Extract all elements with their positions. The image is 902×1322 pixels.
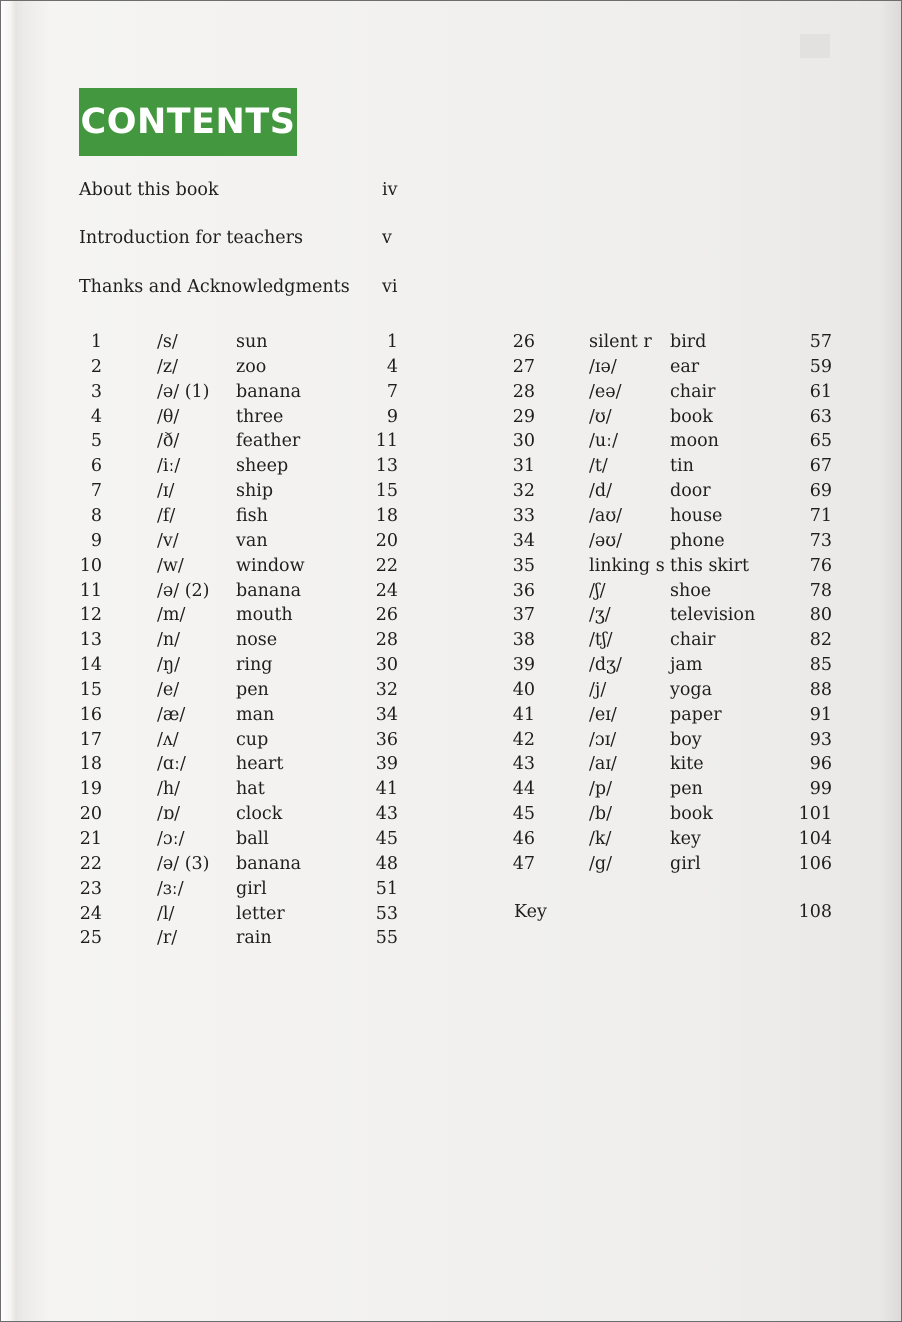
unit-phoneme: /aʊ/	[589, 506, 623, 526]
unit-example-word: bird	[670, 332, 707, 352]
prelim-title: Thanks and Acknowledgments	[79, 277, 350, 297]
unit-number: 21	[79, 829, 102, 849]
contents-heading: CONTENTS	[79, 88, 297, 156]
unit-example-word: moon	[670, 431, 719, 451]
unit-number: 11	[79, 581, 102, 601]
unit-page-number: 104	[798, 829, 832, 849]
prelim-page-number: v	[382, 228, 392, 248]
unit-number: 9	[90, 531, 102, 551]
unit-page-number: 67	[809, 456, 832, 476]
unit-example-word: television	[670, 605, 756, 625]
key-label: Key	[514, 902, 547, 922]
unit-number: 4	[90, 407, 102, 427]
unit-page-number: 39	[375, 754, 398, 774]
unit-phoneme: /uː/	[589, 431, 618, 451]
unit-example-word: heart	[236, 754, 284, 774]
unit-page-number: 30	[375, 655, 398, 675]
unit-page-number: 61	[809, 382, 832, 402]
unit-example-word: book	[670, 804, 713, 824]
unit-page-number: 26	[375, 605, 398, 625]
prelim-page-number: iv	[382, 180, 398, 200]
unit-phoneme: /iː/	[157, 456, 181, 476]
unit-page-number: 15	[375, 481, 398, 501]
unit-number: 41	[512, 705, 535, 725]
unit-page-number: 59	[809, 357, 832, 377]
unit-page-number: 91	[809, 705, 832, 725]
unit-number: 25	[79, 928, 102, 948]
unit-phoneme: /ə/ (2)	[157, 581, 210, 601]
unit-phoneme: /w/	[157, 556, 184, 576]
unit-example-word: boy	[670, 730, 702, 750]
unit-phoneme: /aɪ/	[589, 754, 617, 774]
unit-number: 30	[512, 431, 535, 451]
unit-example-word: ship	[236, 481, 274, 501]
unit-phoneme: /e/	[157, 680, 180, 700]
unit-phoneme: /z/	[157, 357, 179, 377]
unit-phoneme: /ɪ/	[157, 481, 175, 501]
unit-page-number: 34	[375, 705, 398, 725]
unit-phoneme: /h/	[157, 779, 181, 799]
unit-page-number: 82	[809, 630, 832, 650]
unit-page-number: 36	[375, 730, 398, 750]
unit-number: 40	[512, 680, 535, 700]
unit-number: 35	[512, 556, 535, 576]
unit-example-word: chair	[670, 382, 716, 402]
unit-page-number: 41	[375, 779, 398, 799]
unit-example-word: mouth	[236, 605, 293, 625]
unit-page-number: 28	[375, 630, 398, 650]
unit-phoneme: /r/	[157, 928, 178, 948]
unit-example-word: book	[670, 407, 713, 427]
unit-page-number: 1	[386, 332, 398, 352]
unit-page-number: 55	[375, 928, 398, 948]
unit-phoneme: /j/	[589, 680, 607, 700]
unit-example-word: banana	[236, 581, 302, 601]
unit-phoneme: /tʃ/	[589, 630, 613, 650]
unit-example-word: man	[236, 705, 275, 725]
unit-number: 8	[90, 506, 102, 526]
unit-number: 17	[79, 730, 102, 750]
unit-phoneme: /t/	[589, 456, 608, 476]
prelim-title: About this book	[79, 180, 219, 200]
unit-number: 12	[79, 605, 102, 625]
unit-phoneme: /ɑː/	[157, 754, 186, 774]
unit-page-number: 73	[809, 531, 832, 551]
unit-number: 47	[512, 854, 535, 874]
unit-page-number: 24	[375, 581, 398, 601]
unit-phoneme: /ɔɪ/	[589, 730, 617, 750]
unit-example-word: pen	[236, 680, 269, 700]
unit-number: 26	[512, 332, 535, 352]
unit-page-number: 9	[386, 407, 398, 427]
unit-example-word: jam	[670, 655, 703, 675]
unit-page-number: 76	[809, 556, 832, 576]
unit-example-word: house	[670, 506, 723, 526]
key-page-number: 108	[798, 902, 832, 922]
unit-page-number: 71	[809, 506, 832, 526]
unit-example-word: van	[236, 531, 268, 551]
unit-number: 46	[512, 829, 535, 849]
unit-example-word: chair	[670, 630, 716, 650]
unit-phoneme: /θ/	[157, 407, 180, 427]
unit-number: 32	[512, 481, 535, 501]
unit-number: 42	[512, 730, 535, 750]
unit-example-word: yoga	[670, 680, 713, 700]
unit-phoneme: /p/	[589, 779, 612, 799]
unit-example-word: kite	[670, 754, 704, 774]
unit-example-word: door	[670, 481, 711, 501]
unit-page-number: 53	[375, 904, 398, 924]
unit-number: 10	[79, 556, 102, 576]
unit-example-word: sun	[236, 332, 268, 352]
prelim-page-number: vi	[382, 277, 398, 297]
unit-page-number: 88	[809, 680, 832, 700]
unit-number: 20	[79, 804, 102, 824]
unit-phoneme: /ŋ/	[157, 655, 181, 675]
unit-example-word: ear	[670, 357, 700, 377]
prelim-title: Introduction for teachers	[79, 228, 303, 248]
unit-page-number: 99	[809, 779, 832, 799]
unit-example-word: key	[670, 829, 701, 849]
unit-page-number: 106	[798, 854, 832, 874]
unit-phoneme: /n/	[157, 630, 181, 650]
unit-example-word: tin	[670, 456, 694, 476]
unit-page-number: 48	[375, 854, 398, 874]
unit-number: 6	[90, 456, 102, 476]
unit-number: 34	[512, 531, 535, 551]
unit-example-word: feather	[236, 431, 301, 451]
unit-example-word: sheep	[236, 456, 289, 476]
unit-page-number: 65	[809, 431, 832, 451]
unit-phoneme: /eə/	[589, 382, 622, 402]
unit-phoneme: /ɜː/	[157, 879, 184, 899]
unit-page-number: 51	[375, 879, 398, 899]
unit-page-number: 57	[809, 332, 832, 352]
unit-example-word: cup	[236, 730, 269, 750]
unit-phoneme: /m/	[157, 605, 186, 625]
unit-phoneme: /ʊ/	[589, 407, 612, 427]
unit-example-word: ball	[236, 829, 269, 849]
unit-page-number: 4	[386, 357, 398, 377]
unit-phoneme: /f/	[157, 506, 176, 526]
unit-number: 31	[512, 456, 535, 476]
unit-example-word: this skirt	[670, 556, 750, 576]
unit-number: 22	[79, 854, 102, 874]
unit-page-number: 45	[375, 829, 398, 849]
unit-example-word: girl	[236, 879, 267, 899]
unit-number: 7	[90, 481, 102, 501]
unit-number: 15	[79, 680, 102, 700]
unit-number: 37	[512, 605, 535, 625]
unit-number: 19	[79, 779, 102, 799]
unit-number: 16	[79, 705, 102, 725]
unit-example-word: phone	[670, 531, 725, 551]
unit-phoneme: /eɪ/	[589, 705, 617, 725]
unit-number: 43	[512, 754, 535, 774]
unit-phoneme: /ʃ/	[589, 581, 606, 601]
unit-number: 1	[90, 332, 102, 352]
unit-phoneme: /ɒ/	[157, 804, 180, 824]
unit-phoneme: /v/	[157, 531, 179, 551]
unit-page-number: 43	[375, 804, 398, 824]
unit-phoneme: linking s	[589, 556, 665, 576]
unit-phoneme: /ð/	[157, 431, 180, 451]
unit-phoneme: /ɔː/	[157, 829, 185, 849]
unit-example-word: three	[236, 407, 284, 427]
unit-page-number: 69	[809, 481, 832, 501]
unit-number: 18	[79, 754, 102, 774]
unit-page-number: 7	[386, 382, 398, 402]
unit-page-number: 78	[809, 581, 832, 601]
unit-number: 23	[79, 879, 102, 899]
unit-page-number: 63	[809, 407, 832, 427]
unit-number: 29	[512, 407, 535, 427]
unit-page-number: 18	[375, 506, 398, 526]
unit-number: 5	[90, 431, 102, 451]
unit-example-word: shoe	[670, 581, 712, 601]
unit-example-word: banana	[236, 854, 302, 874]
unit-phoneme: /ʌ/	[157, 730, 179, 750]
unit-example-word: zoo	[236, 357, 267, 377]
unit-number: 45	[512, 804, 535, 824]
unit-phoneme: /ʒ/	[589, 605, 611, 625]
unit-example-word: girl	[670, 854, 701, 874]
unit-number: 28	[512, 382, 535, 402]
unit-example-word: clock	[236, 804, 283, 824]
unit-number: 27	[512, 357, 535, 377]
unit-phoneme: silent r	[589, 332, 652, 352]
unit-example-word: ring	[236, 655, 273, 675]
unit-page-number: 22	[375, 556, 398, 576]
unit-example-word: banana	[236, 382, 302, 402]
unit-phoneme: /ə/ (3)	[157, 854, 210, 874]
unit-number: 14	[79, 655, 102, 675]
unit-number: 44	[512, 779, 535, 799]
unit-number: 3	[90, 382, 102, 402]
unit-example-word: fish	[236, 506, 268, 526]
unit-page-number: 13	[375, 456, 398, 476]
unit-page-number: 93	[809, 730, 832, 750]
unit-page-number: 85	[809, 655, 832, 675]
unit-phoneme: /ɪə/	[589, 357, 617, 377]
unit-example-word: hat	[236, 779, 265, 799]
unit-phoneme: /æ/	[157, 705, 186, 725]
unit-page-number: 96	[809, 754, 832, 774]
unit-number: 39	[512, 655, 535, 675]
unit-page-number: 32	[375, 680, 398, 700]
unit-page-number: 11	[375, 431, 398, 451]
unit-number: 33	[512, 506, 535, 526]
unit-phoneme: /d/	[589, 481, 612, 501]
unit-example-word: nose	[236, 630, 278, 650]
unit-number: 36	[512, 581, 535, 601]
unit-example-word: letter	[236, 904, 285, 924]
unit-example-word: window	[236, 556, 305, 576]
unit-page-number: 80	[809, 605, 832, 625]
unit-phoneme: /b/	[589, 804, 612, 824]
unit-number: 2	[90, 357, 102, 377]
unit-phoneme: /k/	[589, 829, 612, 849]
unit-example-word: paper	[670, 705, 722, 725]
unit-number: 24	[79, 904, 102, 924]
unit-example-word: pen	[670, 779, 703, 799]
unit-page-number: 101	[798, 804, 832, 824]
unit-phoneme: /s/	[157, 332, 178, 352]
unit-phoneme: /g/	[589, 854, 612, 874]
unit-page-number: 20	[375, 531, 398, 551]
unit-number: 13	[79, 630, 102, 650]
unit-phoneme: /l/	[157, 904, 175, 924]
unit-phoneme: /əʊ/	[589, 531, 623, 551]
unit-example-word: rain	[236, 928, 272, 948]
unit-number: 38	[512, 630, 535, 650]
unit-phoneme: /ə/ (1)	[157, 382, 210, 402]
unit-phoneme: /dʒ/	[589, 655, 622, 675]
